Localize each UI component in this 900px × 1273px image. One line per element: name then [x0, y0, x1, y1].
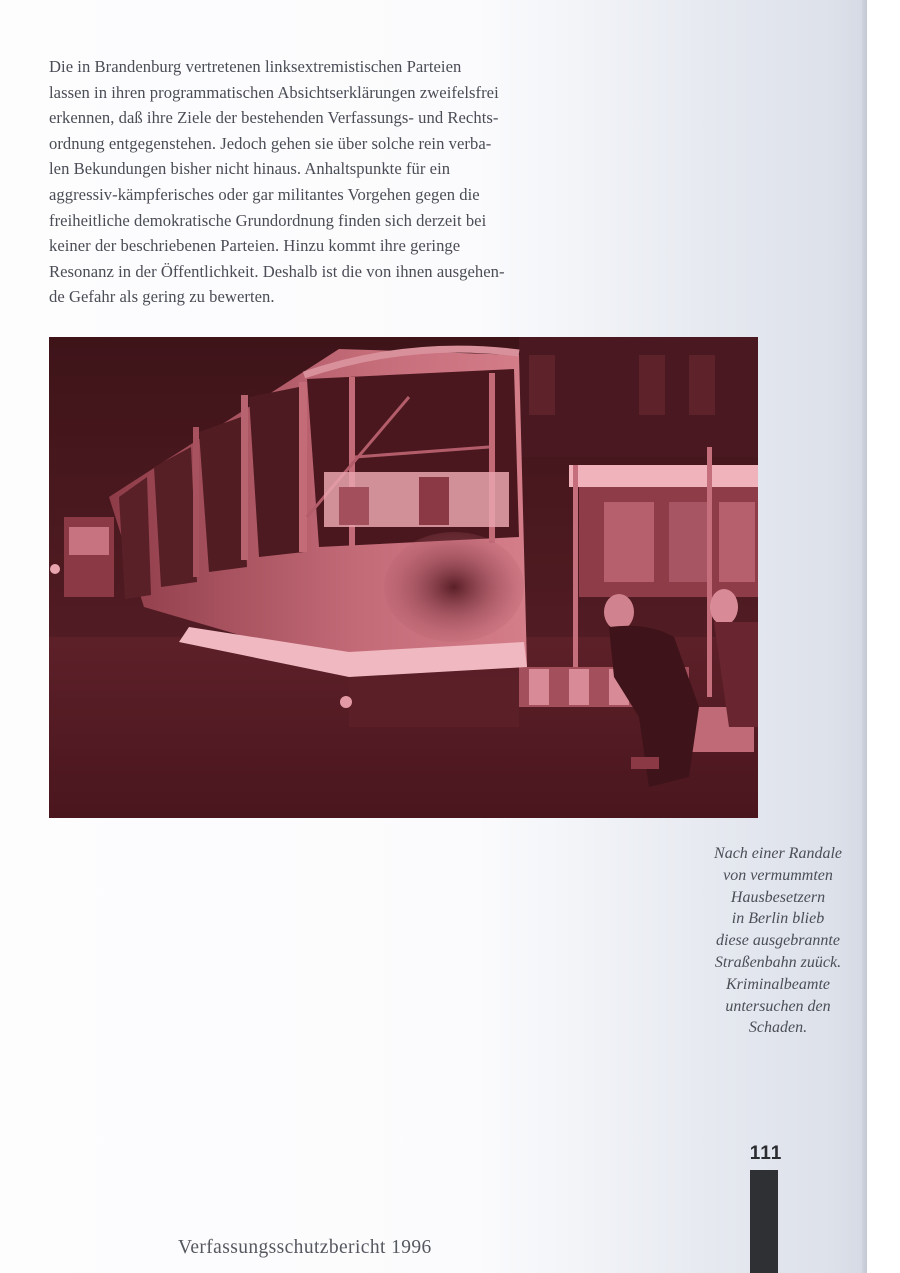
body-paragraph: [49, 54, 649, 310]
caption-line: Hausbesetzern: [730, 888, 826, 906]
body-line: keiner der beschriebenen Parteien. Hinzu kommt ihre geringe: [49, 236, 461, 256]
photo-illustration: [49, 337, 758, 818]
body-line: freiheitliche demokratische Grundordnung finden sich derzeit bei: [49, 210, 487, 230]
page-number: 111: [749, 1143, 783, 1164]
body-line: lassen in ihren programmatischen Absichtserklärungen zweifelsfrei: [49, 82, 499, 102]
body-line: ordnung entgegenstehen. Jedoch gehen sie über solche rein verba-: [49, 133, 492, 153]
caption-line: in Berlin blieb: [731, 910, 825, 928]
body-line: aggressiv-kämpferisches oder gar militantes Vorgehen gegen die: [49, 184, 480, 204]
caption-line: Nach einer Randale: [714, 845, 842, 862]
photo-caption: [680, 843, 876, 1039]
caption-line: Schaden.: [748, 1019, 808, 1037]
page-outside-margin: [867, 0, 900, 1273]
body-line: Die in Brandenburg vertretenen linksextremistischen Parteien: [49, 57, 462, 76]
body-line: Resonanz in der Öffentlichkeit. Deshalb ist die von ihnen ausgehen-: [49, 261, 505, 281]
body-line: de Gefahr als gering zu bewerten.: [49, 287, 275, 307]
caption-line: diese ausgebrannte: [716, 932, 840, 950]
caption-line: von vermummten: [723, 866, 833, 884]
caption-line: Kriminalbeamte: [726, 975, 830, 993]
body-line: len Bekundungen bisher nicht hinaus. Anhaltspunkte für ein: [49, 159, 451, 179]
section-thumb-index-bar: [750, 1170, 778, 1273]
caption-line: Straßenbahn zuück.: [714, 953, 842, 971]
body-line: erkennen, daß ihre Ziele der bestehenden Verfassungs- und Rechts-: [49, 108, 499, 128]
burned-tram-photo: [49, 337, 758, 818]
running-footer: Verfassungsschutzbericht 1996: [178, 1237, 432, 1258]
caption-line: untersuchen den: [725, 997, 831, 1015]
